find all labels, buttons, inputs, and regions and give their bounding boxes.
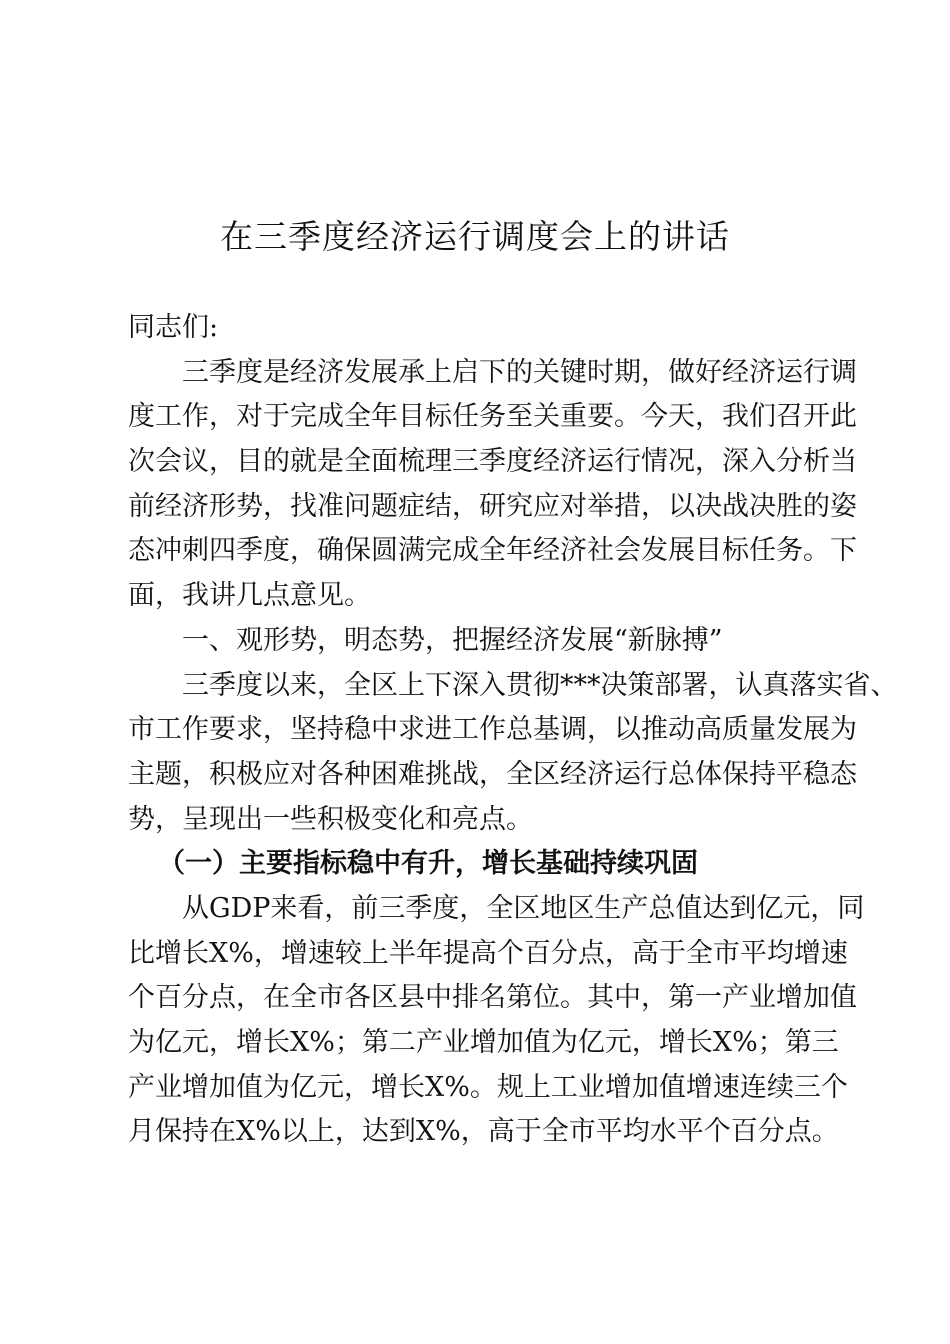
document-title: 在三季度经济运行调度会上的讲话	[220, 217, 730, 256]
subsection-heading-1: （一）主要指标稳中有升，增长基础持续巩固	[158, 848, 698, 880]
paragraph-overview	[128, 664, 898, 843]
text-line: 月保持在X%以上，达到X%，高于全市平均水平个百分点。	[128, 1116, 839, 1148]
salutation: 同志们:	[128, 312, 219, 343]
text-line: 产业增加值为亿元，增长X%。规上工业增加值增速连续三个	[128, 1071, 848, 1103]
text-line: 主题，积极应对各种困难挑战，全区经济运行总体保持平稳态	[128, 758, 857, 790]
section-heading-1: 一、观形势，明态势，把握经济发展“新脉搏”	[182, 624, 723, 656]
text-line: 势，呈现出一些积极变化和亮点。	[128, 803, 533, 835]
text-line: 为亿元，增长X%；第二产业增加值为亿元，增长X%；第三	[128, 1027, 839, 1058]
text-line: 三季度是经济发展承上启下的关键时期，做好经济运行调	[182, 356, 857, 388]
text-line: 前经济形势，找准问题症结，研究应对举措，以决战决胜的姿	[128, 490, 857, 522]
text-line: 三季度以来，全区上下深入贯彻***决策部署，认真落实省、	[182, 669, 898, 701]
text-line: 从GDP来看，前三季度，全区地区生产总值达到亿元，同	[182, 892, 865, 924]
text-line: 态冲刺四季度，确保圆满完成全年经济社会发展目标任务。下	[128, 535, 857, 567]
text-line: 次会议，目的就是全面梳理三季度经济运行情况，深入分析当	[128, 446, 857, 478]
paragraph-intro	[128, 351, 857, 619]
text-line: 个百分点，在全市各区县中排名第位。其中，第一产业增加值	[128, 982, 857, 1014]
paragraph-gdp	[128, 887, 865, 1155]
text-line: 度工作，对于完成全年目标任务至关重要。今天，我们召开此	[128, 401, 857, 433]
document-body	[128, 306, 898, 1155]
text-line: 比增长X%，增速较上半年提高个百分点，高于全市平均增速	[128, 937, 848, 969]
text-line: 市工作要求，坚持稳中求进工作总基调，以推动高质量发展为	[128, 714, 857, 746]
text-line: 面，我讲几点意见。	[128, 580, 371, 612]
